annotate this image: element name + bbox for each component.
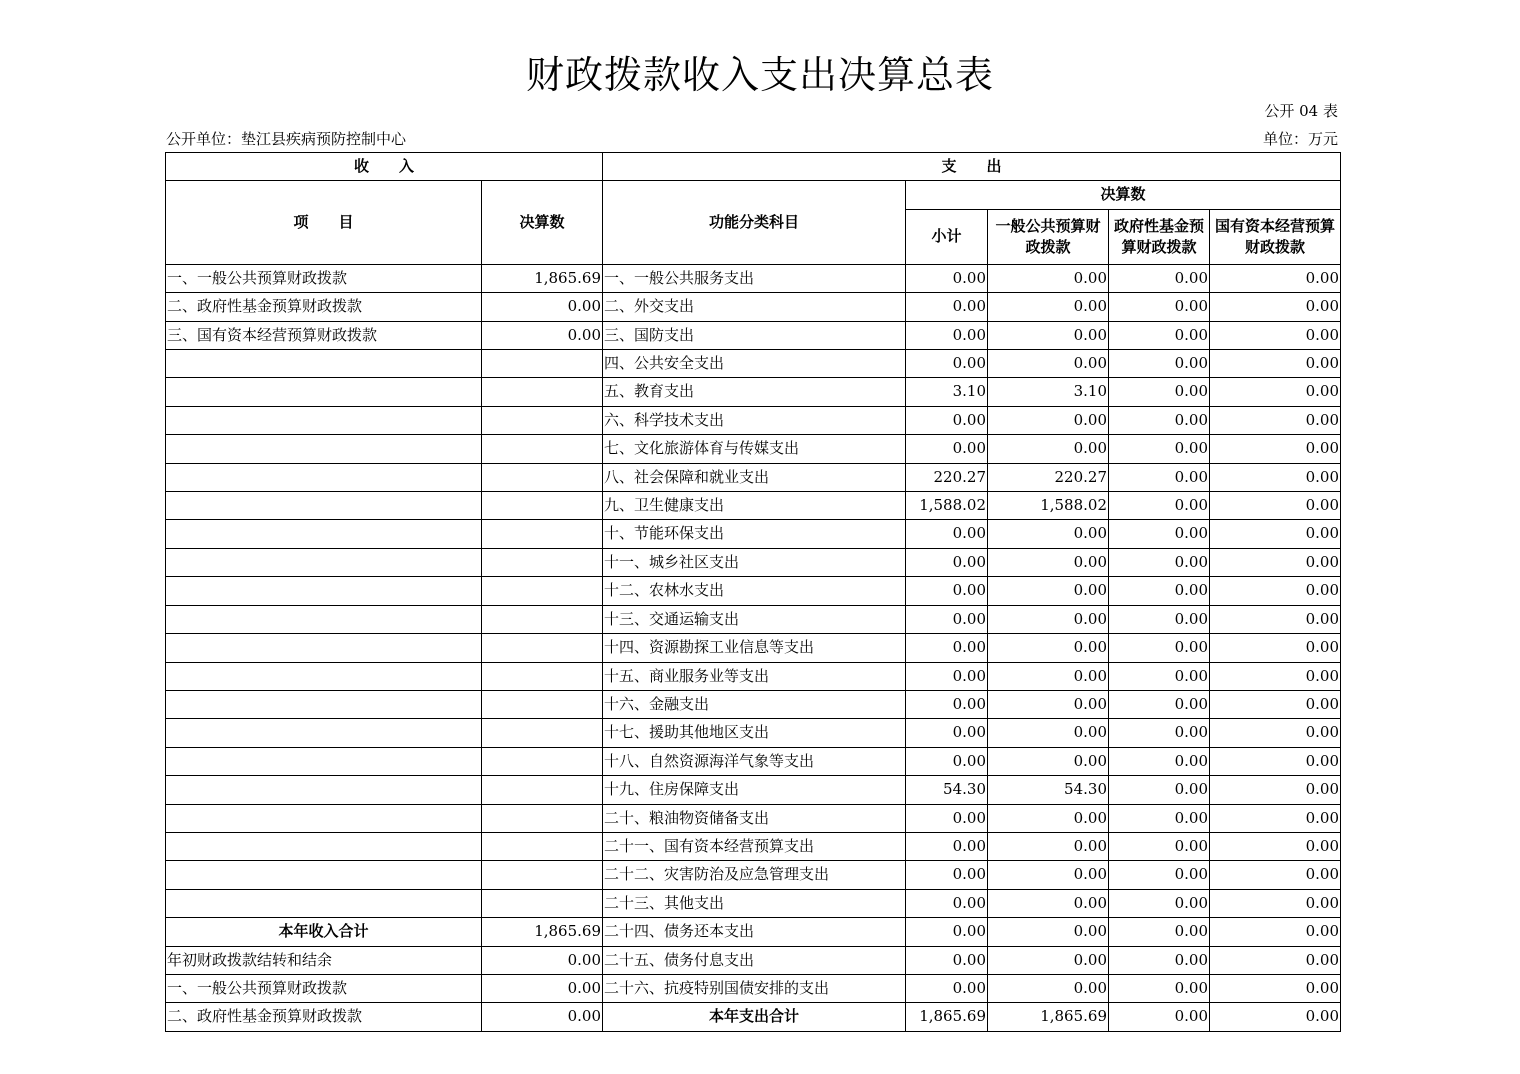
- table-row: [166, 918, 1341, 946]
- page-title: 财政拨款收入支出决算总表: [525, 53, 994, 97]
- general-budget-cell: 1,865.69: [988, 1003, 1109, 1031]
- subtotal-cell: 0.00: [906, 918, 988, 946]
- state-capital-cell: 0.00: [1210, 832, 1341, 860]
- expense-item-cell: 十三、交通运输支出: [603, 605, 906, 633]
- income-amount-cell: [482, 804, 603, 832]
- table-row: [166, 946, 1341, 974]
- general-budget-cell: 0.00: [988, 690, 1109, 718]
- state-capital-cell: 0.00: [1210, 406, 1341, 434]
- gov-fund-cell: 0.00: [1109, 804, 1210, 832]
- expense-item-cell: 二十五、债务付息支出: [603, 946, 906, 974]
- expense-item-cell: 二十三、其他支出: [603, 889, 906, 917]
- subtotal-cell: 0.00: [906, 605, 988, 633]
- gov-fund-cell: 0.00: [1109, 747, 1210, 775]
- item-header: 项 目: [166, 181, 482, 264]
- subtotal-cell: 0.00: [906, 435, 988, 463]
- gov-fund-cell: 0.00: [1109, 605, 1210, 633]
- state-capital-cell: 0.00: [1210, 918, 1341, 946]
- income-amount-cell: [482, 889, 603, 917]
- general-budget-cell: 0.00: [988, 974, 1109, 1002]
- expense-item-cell: 九、卫生健康支出: [603, 492, 906, 520]
- state-capital-cell: 0.00: [1210, 548, 1341, 576]
- general-budget-cell: 0.00: [988, 350, 1109, 378]
- table-row: [166, 406, 1341, 434]
- income-item-cell: [166, 832, 482, 860]
- table-row: [166, 378, 1341, 406]
- table-row: [166, 832, 1341, 860]
- state-capital-cell: 0.00: [1210, 321, 1341, 349]
- general-budget-cell: 220.27: [988, 463, 1109, 491]
- income-item-cell: 三、国有资本经营预算财政拨款: [166, 321, 482, 349]
- state-capital-cell: 0.00: [1210, 293, 1341, 321]
- income-item-cell: 二、政府性基金预算财政拨款: [166, 293, 482, 321]
- state-capital-cell: 0.00: [1210, 634, 1341, 662]
- gov-fund-cell: 0.00: [1109, 690, 1210, 718]
- subtotal-header: 小计: [906, 209, 988, 264]
- income-amount-cell: [482, 747, 603, 775]
- income-amount-cell: [482, 634, 603, 662]
- gov-fund-cell: 0.00: [1109, 662, 1210, 690]
- income-amount-cell: [482, 577, 603, 605]
- state-capital-cell: 0.00: [1210, 520, 1341, 548]
- gov-fund-cell: 0.00: [1109, 293, 1210, 321]
- income-item-cell: [166, 719, 482, 747]
- form-number: 公开 04 表: [1264, 102, 1338, 120]
- general-budget-cell: 0.00: [988, 804, 1109, 832]
- expense-item-cell: 五、教育支出: [603, 378, 906, 406]
- income-amount-cell: [482, 406, 603, 434]
- general-budget-cell: 1,588.02: [988, 492, 1109, 520]
- general-budget-cell: 0.00: [988, 548, 1109, 576]
- table-row: [166, 520, 1341, 548]
- subtotal-cell: 1,588.02: [906, 492, 988, 520]
- gov-fund-cell: 0.00: [1109, 861, 1210, 889]
- state-capital-cell: 0.00: [1210, 1003, 1341, 1031]
- state-capital-cell: 0.00: [1210, 264, 1341, 292]
- income-item-cell: [166, 548, 482, 576]
- gov-fund-cell: 0.00: [1109, 548, 1210, 576]
- table-row: [166, 861, 1341, 889]
- table-row: [166, 492, 1341, 520]
- table-row: [166, 577, 1341, 605]
- table-row: [166, 974, 1341, 1002]
- income-item-cell: [166, 350, 482, 378]
- general-budget-cell: 0.00: [988, 719, 1109, 747]
- state-capital-cell: 0.00: [1210, 435, 1341, 463]
- expense-item-cell: 二十、粮油物资储备支出: [603, 804, 906, 832]
- gov-fund-header: 政府性基金预算财政拨款: [1109, 209, 1210, 264]
- general-budget-cell: 0.00: [988, 435, 1109, 463]
- expense-item-cell: 十七、援助其他地区支出: [603, 719, 906, 747]
- state-capital-cell: 0.00: [1210, 747, 1341, 775]
- expense-item-cell: 十五、商业服务业等支出: [603, 662, 906, 690]
- general-budget-cell: 0.00: [988, 577, 1109, 605]
- state-capital-cell: 0.00: [1210, 350, 1341, 378]
- expense-item-cell: 二十二、灾害防治及应急管理支出: [603, 861, 906, 889]
- table-row: [166, 1003, 1341, 1031]
- subtotal-cell: 0.00: [906, 889, 988, 917]
- subtotal-cell: 0.00: [906, 747, 988, 775]
- table-row: [166, 463, 1341, 491]
- income-amount-cell: [482, 662, 603, 690]
- subtotal-cell: 0.00: [906, 520, 988, 548]
- state-capital-cell: 0.00: [1210, 662, 1341, 690]
- subtotal-cell: 0.00: [906, 293, 988, 321]
- expense-item-cell: 七、文化旅游体育与传媒支出: [603, 435, 906, 463]
- state-capital-cell: 0.00: [1210, 378, 1341, 406]
- gov-fund-cell: 0.00: [1109, 350, 1210, 378]
- income-amount-cell: 0.00: [482, 946, 603, 974]
- expense-item-cell: 十四、资源勘探工业信息等支出: [603, 634, 906, 662]
- gov-fund-cell: 0.00: [1109, 321, 1210, 349]
- state-capital-cell: 0.00: [1210, 719, 1341, 747]
- expense-item-cell: 十六、金融支出: [603, 690, 906, 718]
- general-budget-cell: 0.00: [988, 321, 1109, 349]
- subtotal-cell: 0.00: [906, 861, 988, 889]
- income-amount-cell: [482, 548, 603, 576]
- table-row: [166, 690, 1341, 718]
- income-amount-cell: [482, 520, 603, 548]
- table-row: [166, 776, 1341, 804]
- income-item-cell: [166, 662, 482, 690]
- income-amount-cell: [482, 776, 603, 804]
- income-item-cell: 一、一般公共预算财政拨款: [166, 974, 482, 1002]
- amount-header: 决算数: [482, 181, 603, 264]
- income-item-cell: [166, 690, 482, 718]
- table-row: [166, 321, 1341, 349]
- general-budget-cell: 3.10: [988, 378, 1109, 406]
- subtotal-cell: 0.00: [906, 548, 988, 576]
- general-budget-cell: 54.30: [988, 776, 1109, 804]
- expense-header: 支 出: [603, 153, 1341, 181]
- table-row: [166, 264, 1341, 292]
- income-amount-cell: [482, 832, 603, 860]
- income-item-cell: [166, 520, 482, 548]
- currency-unit: 单位：万元: [1262, 130, 1338, 148]
- general-budget-cell: 0.00: [988, 946, 1109, 974]
- state-capital-cell: 0.00: [1210, 605, 1341, 633]
- income-item-cell: 一、一般公共预算财政拨款: [166, 264, 482, 292]
- income-item-cell: [166, 378, 482, 406]
- state-capital-cell: 0.00: [1210, 463, 1341, 491]
- reporting-unit: 公开单位：垫江县疾病预防控制中心: [166, 130, 407, 148]
- general-budget-cell: 0.00: [988, 662, 1109, 690]
- subtotal-cell: 54.30: [906, 776, 988, 804]
- subtotal-cell: 0.00: [906, 634, 988, 662]
- expense-item-cell: 本年支出合计: [603, 1003, 906, 1031]
- gov-fund-cell: 0.00: [1109, 974, 1210, 1002]
- general-budget-cell: 0.00: [988, 634, 1109, 662]
- subtotal-cell: 0.00: [906, 946, 988, 974]
- table-row: [166, 634, 1341, 662]
- state-capital-cell: 0.00: [1210, 690, 1341, 718]
- subtotal-cell: 0.00: [906, 662, 988, 690]
- expense-item-cell: 二十四、债务还本支出: [603, 918, 906, 946]
- subtotal-cell: 0.00: [906, 804, 988, 832]
- expense-item-cell: 八、社会保障和就业支出: [603, 463, 906, 491]
- income-amount-cell: 0.00: [482, 293, 603, 321]
- expense-item-cell: 二、外交支出: [603, 293, 906, 321]
- subtotal-cell: 0.00: [906, 832, 988, 860]
- general-budget-cell: 0.00: [988, 264, 1109, 292]
- table-row: [166, 605, 1341, 633]
- income-amount-cell: 1,865.69: [482, 918, 603, 946]
- income-amount-cell: [482, 605, 603, 633]
- income-item-cell: [166, 605, 482, 633]
- income-amount-cell: [482, 463, 603, 491]
- income-item-cell: [166, 492, 482, 520]
- income-item-cell: 年初财政拨款结转和结余: [166, 946, 482, 974]
- income-item-cell: [166, 861, 482, 889]
- income-item-cell: [166, 406, 482, 434]
- income-header: 收 入: [166, 153, 603, 181]
- expense-item-cell: 十九、住房保障支出: [603, 776, 906, 804]
- table-row: [166, 662, 1341, 690]
- state-capital-header: 国有资本经营预算财政拨款: [1210, 209, 1341, 264]
- gov-fund-cell: 0.00: [1109, 918, 1210, 946]
- expense-item-cell: 六、科学技术支出: [603, 406, 906, 434]
- gov-fund-cell: 0.00: [1109, 1003, 1210, 1031]
- expense-item-cell: 十一、城乡社区支出: [603, 548, 906, 576]
- general-budget-cell: 0.00: [988, 293, 1109, 321]
- gov-fund-cell: 0.00: [1109, 719, 1210, 747]
- state-capital-cell: 0.00: [1210, 577, 1341, 605]
- gov-fund-cell: 0.00: [1109, 492, 1210, 520]
- general-budget-cell: 0.00: [988, 520, 1109, 548]
- general-budget-header: 一般公共预算财政拨款: [988, 209, 1109, 264]
- income-item-cell: [166, 804, 482, 832]
- table-row: [166, 350, 1341, 378]
- expense-item-cell: 一、一般公共服务支出: [603, 264, 906, 292]
- gov-fund-cell: 0.00: [1109, 832, 1210, 860]
- general-budget-cell: 0.00: [988, 889, 1109, 917]
- income-amount-cell: 0.00: [482, 1003, 603, 1031]
- income-amount-cell: [482, 690, 603, 718]
- general-budget-cell: 0.00: [988, 861, 1109, 889]
- subtotal-cell: 0.00: [906, 690, 988, 718]
- expense-item-cell: 十八、自然资源海洋气象等支出: [603, 747, 906, 775]
- expense-item-cell: 十、节能环保支出: [603, 520, 906, 548]
- gov-fund-cell: 0.00: [1109, 264, 1210, 292]
- gov-fund-cell: 0.00: [1109, 634, 1210, 662]
- gov-fund-cell: 0.00: [1109, 946, 1210, 974]
- income-amount-cell: 1,865.69: [482, 264, 603, 292]
- general-budget-cell: 0.00: [988, 832, 1109, 860]
- state-capital-cell: 0.00: [1210, 946, 1341, 974]
- subtotal-cell: 0.00: [906, 264, 988, 292]
- expense-item-cell: 二十一、国有资本经营预算支出: [603, 832, 906, 860]
- subtotal-cell: 0.00: [906, 406, 988, 434]
- table-row: [166, 747, 1341, 775]
- income-item-cell: 二、政府性基金预算财政拨款: [166, 1003, 482, 1031]
- gov-fund-cell: 0.00: [1109, 406, 1210, 434]
- subtotal-cell: 0.00: [906, 577, 988, 605]
- gov-fund-cell: 0.00: [1109, 889, 1210, 917]
- subtotal-cell: 0.00: [906, 719, 988, 747]
- table-row: [166, 293, 1341, 321]
- table-row: [166, 719, 1341, 747]
- state-capital-cell: 0.00: [1210, 804, 1341, 832]
- subtotal-cell: 0.00: [906, 974, 988, 1002]
- income-item-cell: [166, 889, 482, 917]
- general-budget-cell: 0.00: [988, 605, 1109, 633]
- table-row: [166, 435, 1341, 463]
- income-amount-cell: [482, 435, 603, 463]
- income-item-cell: 本年收入合计: [166, 918, 482, 946]
- state-capital-cell: 0.00: [1210, 974, 1341, 1002]
- income-item-cell: [166, 747, 482, 775]
- state-capital-cell: 0.00: [1210, 776, 1341, 804]
- income-item-cell: [166, 435, 482, 463]
- income-item-cell: [166, 634, 482, 662]
- budget-table: [165, 152, 1341, 1032]
- subtotal-cell: 220.27: [906, 463, 988, 491]
- table-row: [166, 804, 1341, 832]
- expense-item-cell: 三、国防支出: [603, 321, 906, 349]
- expense-item-cell: 二十六、抗疫特别国债安排的支出: [603, 974, 906, 1002]
- general-budget-cell: 0.00: [988, 747, 1109, 775]
- income-amount-cell: 0.00: [482, 974, 603, 1002]
- income-item-cell: [166, 463, 482, 491]
- state-capital-cell: 0.00: [1210, 861, 1341, 889]
- income-amount-cell: 0.00: [482, 321, 603, 349]
- subtotal-cell: 0.00: [906, 350, 988, 378]
- state-capital-cell: 0.00: [1210, 889, 1341, 917]
- table-row: [166, 548, 1341, 576]
- expense-item-cell: 四、公共安全支出: [603, 350, 906, 378]
- gov-fund-cell: 0.00: [1109, 378, 1210, 406]
- final-amount-header: 决算数: [906, 181, 1341, 209]
- general-budget-cell: 0.00: [988, 406, 1109, 434]
- gov-fund-cell: 0.00: [1109, 776, 1210, 804]
- income-amount-cell: [482, 492, 603, 520]
- table-row: [166, 889, 1341, 917]
- income-item-cell: [166, 577, 482, 605]
- income-amount-cell: [482, 861, 603, 889]
- gov-fund-cell: 0.00: [1109, 520, 1210, 548]
- gov-fund-cell: 0.00: [1109, 435, 1210, 463]
- income-amount-cell: [482, 719, 603, 747]
- subtotal-cell: 1,865.69: [906, 1003, 988, 1031]
- subtotal-cell: 0.00: [906, 321, 988, 349]
- gov-fund-cell: 0.00: [1109, 463, 1210, 491]
- general-budget-cell: 0.00: [988, 918, 1109, 946]
- income-amount-cell: [482, 378, 603, 406]
- expense-item-cell: 十二、农林水支出: [603, 577, 906, 605]
- income-item-cell: [166, 776, 482, 804]
- income-amount-cell: [482, 350, 603, 378]
- gov-fund-cell: 0.00: [1109, 577, 1210, 605]
- function-subject-header: 功能分类科目: [603, 181, 906, 264]
- state-capital-cell: 0.00: [1210, 492, 1341, 520]
- subtotal-cell: 3.10: [906, 378, 988, 406]
